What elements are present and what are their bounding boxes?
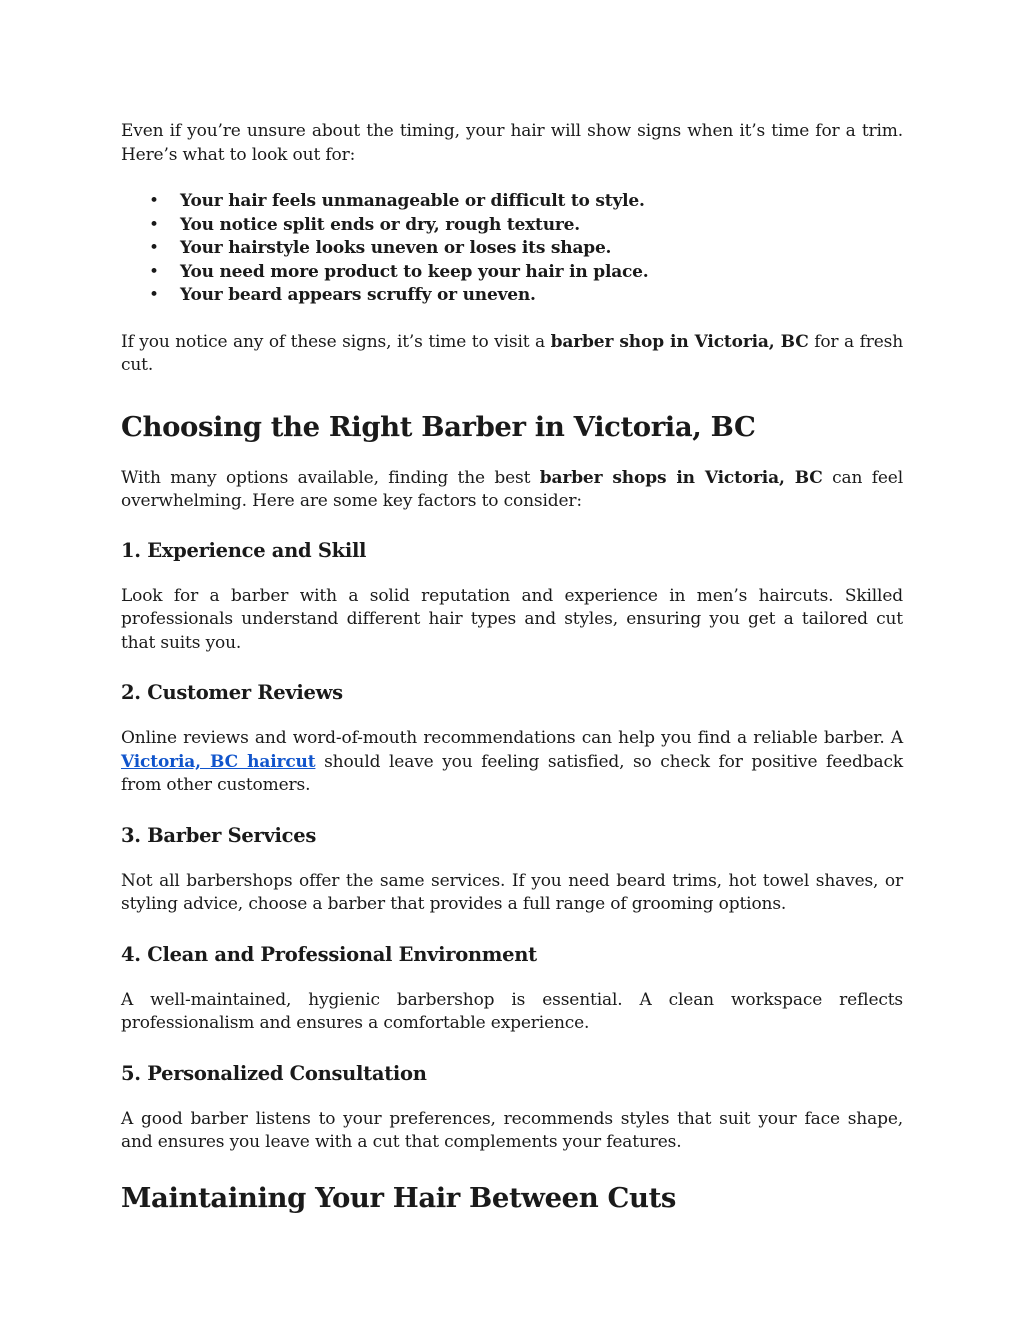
subheading-reviews: 2. Customer Reviews <box>121 681 343 704</box>
list-item-text: Your beard appears scruffy or uneven. <box>180 285 536 305</box>
list-item <box>149 190 903 214</box>
subheading-services: 3. Barber Services <box>121 823 316 847</box>
section-heading-maintaining: Maintaining Your Hair Between Cuts <box>121 1181 676 1214</box>
list-item <box>149 261 903 285</box>
victoria-haircut-link[interactable]: Victoria, BC haircut <box>121 751 316 772</box>
signs-list <box>121 190 903 308</box>
subheading-consultation: 5. Personalized Consultation <box>121 1061 427 1085</box>
list-item-text: Your hair feels unmanageable or difficult to style. <box>180 191 645 211</box>
list-item <box>149 214 903 238</box>
bullet-icon: • <box>149 191 159 211</box>
keyword-bold: barber shop in Victoria, BC <box>550 331 809 352</box>
bullet-icon: • <box>149 238 159 258</box>
subheading-experience: 1. Experience and Skill <box>121 538 367 562</box>
list-item-text: You notice split ends or dry, rough texture. <box>180 214 580 235</box>
bullet-icon: • <box>149 285 159 305</box>
after-list-paragraph: If you notice any of these signs, it’s time to visit a barber shop in Victoria, BC for a fresh cut. <box>121 331 904 375</box>
list-item <box>149 237 903 261</box>
list-item <box>149 284 903 308</box>
intro-paragraph: Even if you’re unsure about the timing, your hair will show signs when it’s time for a trim. Here’s what to look out for: <box>121 121 903 165</box>
experience-paragraph: Look for a barber with a solid reputation and experience in men’s haircuts. Skilled professionals understand different hair types and styles, ensuring you get a tailored cut that suits you. <box>121 585 903 653</box>
list-item-text: You need more product to keep your hair in place. <box>180 261 649 282</box>
subheading-environment: 4. Clean and Professional Environment <box>121 942 537 966</box>
bullet-icon: • <box>149 261 159 282</box>
list-item-text: Your hairstyle looks uneven or loses its shape. <box>180 238 612 258</box>
choosing-intro-paragraph: With many options available, finding the best barber shops in Victoria, BC can feel overwhelming. Here are some key factors to consider: <box>121 467 903 511</box>
consultation-paragraph: A good barber listens to your preferences, recommends styles that suit your face shape, and ensures you leave with a cut that complements your features. <box>121 1108 903 1152</box>
document-page <box>121 120 903 1216</box>
services-paragraph: Not all barbershops offer the same services. If you need beard trims, hot towel shaves, or styling advice, choose a barber that provides a full range of grooming options. <box>121 870 903 914</box>
reviews-paragraph: Online reviews and word-of-mouth recommendations can help you find a reliable barber. A Victoria, BC haircut should leave you feeling satisfied, so check for positive feedback from other customers. <box>121 728 903 795</box>
section-heading-choosing: Choosing the Right Barber in Victoria, BC <box>121 410 756 443</box>
keyword-bold: barber shops in Victoria, BC <box>539 467 823 488</box>
bullet-icon: • <box>149 214 159 235</box>
environment-paragraph: A well-maintained, hygienic barbershop is essential. A clean workspace reflects professionalism and ensures a comfortable experience. <box>121 989 903 1033</box>
